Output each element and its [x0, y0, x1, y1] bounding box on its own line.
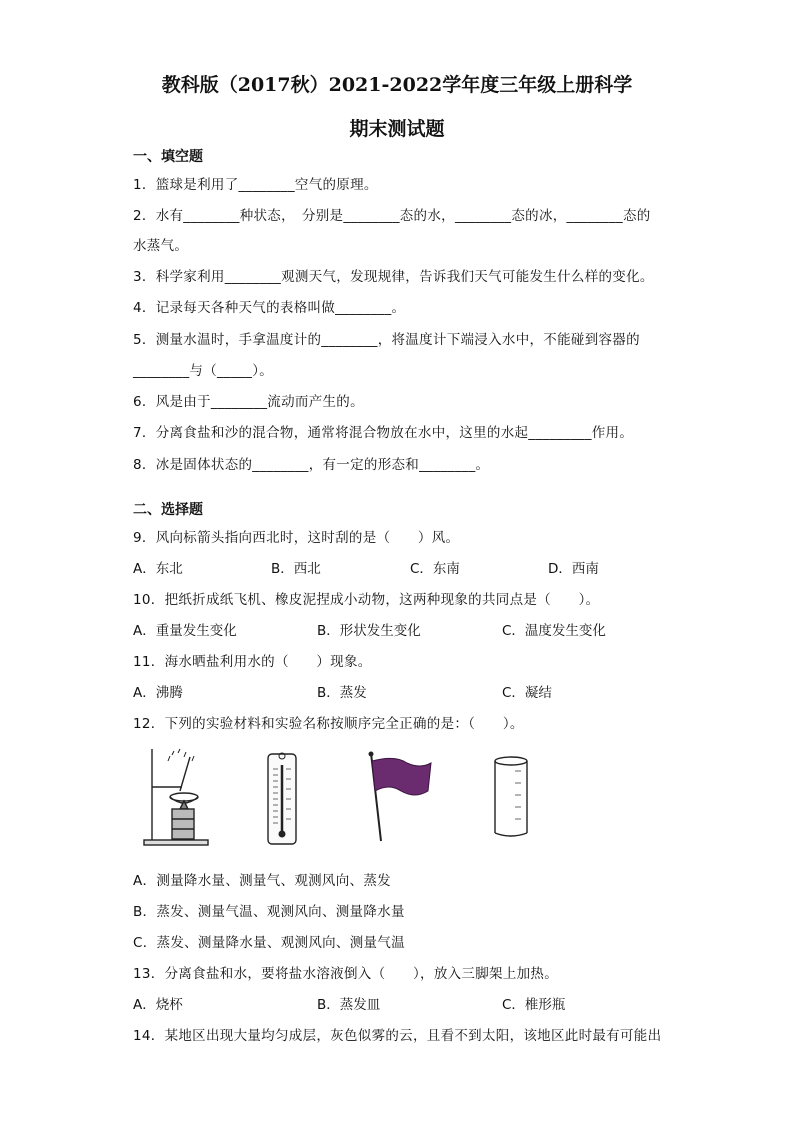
question-stem: 13．分离食盐和水，要将盐水溶液倒入（ ），放入三脚架上加热。	[133, 966, 559, 982]
option-c: C．凝结	[502, 685, 552, 701]
option-b: B．西北	[271, 561, 321, 577]
question-stem: 14．某地区出现大量均匀成层，灰色似雾的云，且看不到太阳，该地区此时最有可能出	[133, 1028, 662, 1044]
section-heading-choice: 二、选择题	[133, 502, 203, 518]
option-a: A．重量发生变化	[133, 623, 237, 639]
option-d: D．西南	[548, 561, 599, 577]
option-a: A．烧杯	[133, 997, 183, 1013]
question-line: 4．记录每天各种天气的表格叫做________。	[133, 300, 406, 316]
option-c: C．椎形瓶	[502, 997, 566, 1013]
thermometer-icon	[265, 749, 299, 847]
question-line: 1．篮球是利用了________空气的原理。	[133, 177, 378, 193]
question-line: 7．分离食盐和沙的混合物，通常将混合物放在水中，这里的水起_________作用。	[133, 425, 634, 441]
option-b: B．形状发生变化	[317, 623, 421, 639]
option-c: C．蒸发、测量降水量、观测风向、测量气温	[133, 935, 405, 951]
option-b: B．蒸发皿	[317, 997, 381, 1013]
evaporation-apparatus-icon	[142, 747, 212, 847]
question-line: 5．测量水温时，手拿温度计的________，将温度计下端浸入水中，不能碰到容器的	[133, 332, 640, 348]
option-c: C．东南	[410, 561, 460, 577]
page-title-line2: 期末测试题	[349, 118, 445, 140]
question-line: 2．水有________种状态， 分别是________态的水，________态的冰，________态的	[133, 208, 651, 224]
option-b: B．蒸发	[317, 685, 367, 701]
question-stem: 12．下列的实验材料和实验名称按顺序完全正确的是：（ ）。	[133, 716, 524, 732]
question-stem: 11．海水晒盐利用水的（ ）现象。	[133, 654, 372, 670]
flag-cloth	[372, 758, 431, 795]
option-c: C．温度发生变化	[502, 623, 606, 639]
wind-flag-icon	[365, 751, 435, 843]
question-line: 3．科学家利用________观测天气，发现规律，告诉我们天气可能发生什么样的变化。	[133, 269, 654, 285]
page-title-line1: 教科版（2017秋）2021-2022学年度三年级上册科学	[161, 74, 633, 96]
rain-gauge-icon	[491, 755, 531, 841]
question-stem: 10．把纸折成纸飞机、橡皮泥捏成小动物，这两种现象的共同点是（ ）。	[133, 592, 600, 608]
question-line: 6．风是由于________流动而产生的。	[133, 394, 364, 410]
question-line: 8．冰是固体状态的________，有一定的形态和________。	[133, 457, 490, 473]
option-a: A．东北	[133, 561, 183, 577]
section-heading-fill-blank: 一、填空题	[133, 149, 203, 165]
option-b: B．蒸发、测量气温、观测风向、测量降水量	[133, 904, 405, 920]
option-a: A．沸腾	[133, 685, 183, 701]
question-line: 水蒸气。	[133, 238, 189, 254]
option-a: A．测量降水量、测量气、观测风向、蒸发	[133, 873, 391, 889]
question-line: ________与（_____）。	[133, 363, 274, 379]
question-stem: 9．风向标箭头指向西北时，这时刮的是（ ）风。	[133, 530, 460, 546]
